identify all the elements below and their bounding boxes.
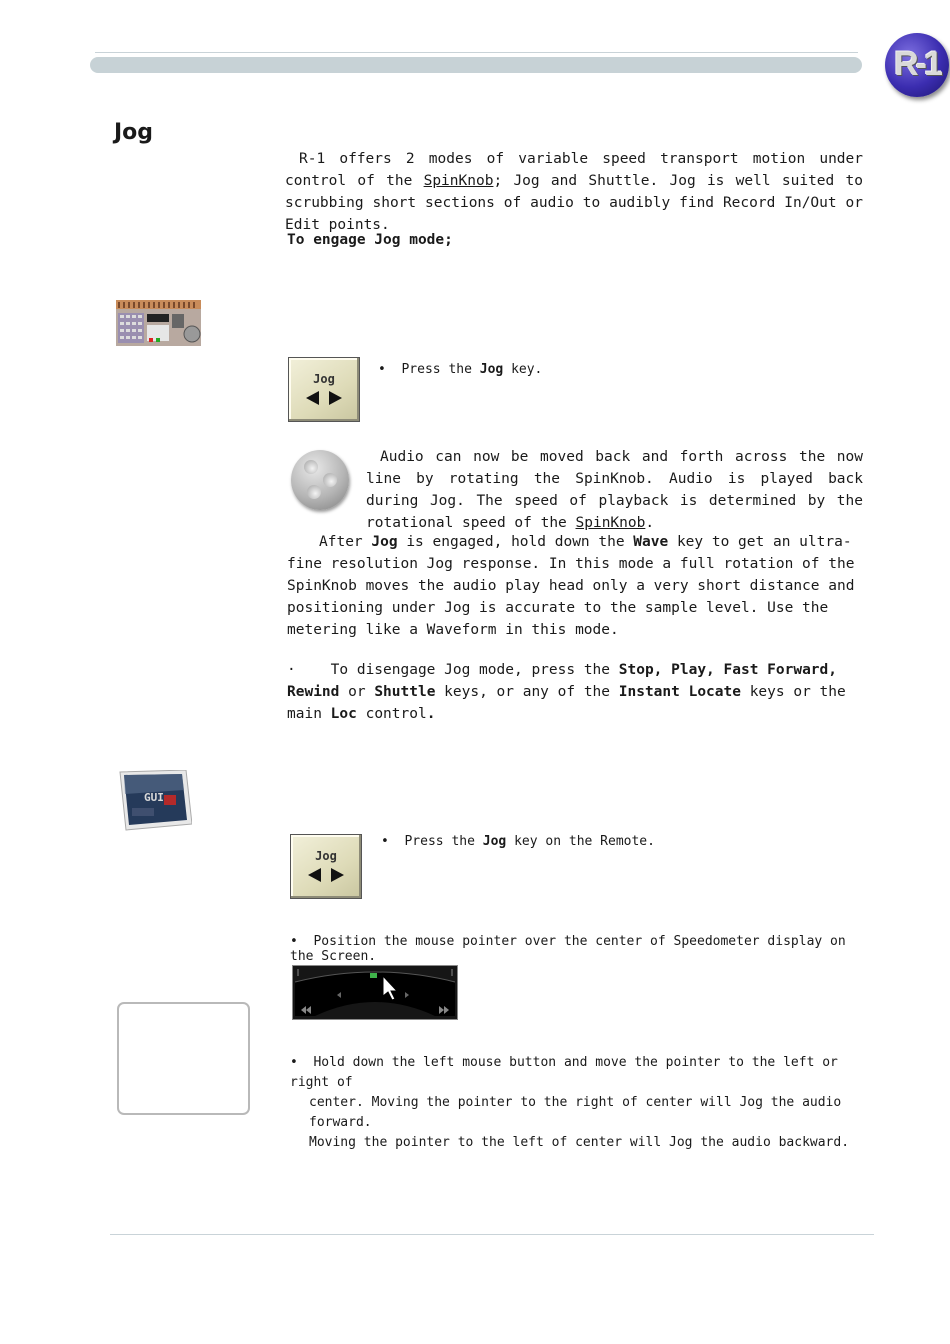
spinknob-paragraph (366, 446, 863, 534)
logo-text: R-1 (894, 45, 940, 83)
left-right-arrows-icon (306, 391, 342, 405)
intro-text-end: ; Jog and Shuttle. Jog is well suited to scrubbing short sections of audio to audibly find Record In/Out or Edit points. (285, 173, 863, 233)
loc-control: Loc (330, 706, 357, 722)
step1-text-end: key on the Remote. (506, 834, 655, 849)
jog-key[interactable] (288, 357, 360, 422)
wave-text-2: is engaged, hold down the (397, 534, 634, 550)
step-text-end: key. (503, 362, 543, 377)
r1-logo (885, 33, 949, 97)
bullet-4: • (290, 1055, 298, 1070)
jog-key-label-2: Jog (315, 849, 337, 863)
bullet: • (378, 362, 402, 377)
header-bar (90, 57, 862, 73)
step2-text: Position the mouse pointer over the center of Speedometer display on the Screen. (290, 934, 846, 964)
disengage-text-5: control (356, 706, 427, 722)
gui-monitor-icon (118, 770, 192, 834)
step-key: Jog (479, 362, 504, 377)
wave-paragraph (287, 531, 863, 641)
step3-line-3: Moving the pointer to the left of center will Jog the audio backward. (309, 1135, 850, 1150)
step3-line-1 (290, 1053, 850, 1093)
disengage-text-3: keys, or any of the (435, 684, 619, 700)
dot-bullet: · (287, 662, 296, 678)
step-text: Press the (401, 362, 480, 377)
intro-text: R-1 offers 2 modes of variable speed transport motion under control of the (285, 151, 863, 189)
knob-text: Audio can now be moved back and forth across the now line by rotating the SpinKnob. Audio is played back during Jog. The speed of playback is determined by the rotational speed of the (366, 449, 863, 531)
top-rule (95, 52, 858, 53)
step-drag-pointer (290, 1053, 850, 1153)
speedometer-display[interactable] (292, 965, 458, 1020)
wave-key-jog: Jog (371, 534, 398, 550)
step3-line-2: center. Moving the pointer to the right of center will Jog the audio forward. (309, 1095, 842, 1130)
empty-note-box (117, 1002, 250, 1115)
knob-text-end: . (645, 515, 655, 531)
step-press-jog (378, 362, 542, 377)
shuttle-key: Shuttle (374, 684, 436, 700)
subheading: To engage Jog mode; (287, 232, 453, 248)
disengage-paragraph (287, 659, 863, 725)
hardware-unit-icon (116, 300, 201, 346)
wave-text-1: After (319, 534, 372, 550)
disengage-text-4: keys or the main (287, 684, 846, 722)
disengage-end: . (426, 706, 436, 722)
spinknob-link-2: SpinKnob (575, 515, 646, 531)
wave-text-3: key to get an ultra-fine resolution Jog response. In this mode a full rotation of the SpinKnob moves the audio play head only a very short distance and positioning under Jog is accurate to the sample level. Use the metering like a Waveform in this mode. (287, 534, 855, 638)
section-title: Jog (114, 120, 154, 145)
step1-key: Jog (482, 834, 507, 849)
transport-keys: Stop, Play, Fast Forward, Rewind (287, 662, 837, 700)
step1-text: Press the (404, 834, 483, 849)
instant-locate-keys: Instant Locate (618, 684, 741, 700)
intro-paragraph (285, 148, 863, 236)
jog-key-label: Jog (313, 372, 335, 386)
bullet-3: • (290, 934, 298, 949)
bullet-2: • (381, 834, 405, 849)
bottom-rule (110, 1234, 874, 1235)
remote-jog-key[interactable] (290, 834, 362, 899)
step-position-pointer (290, 934, 870, 964)
step3-text-1: Hold down the left mouse button and move the pointer to the left or right of (290, 1055, 838, 1090)
spinknob-link: SpinKnob (423, 173, 494, 189)
disengage-text-2: or (339, 684, 375, 700)
gui-icon-text: GUI (144, 791, 164, 804)
step-press-remote-jog (381, 834, 655, 849)
left-right-arrows-icon-2 (308, 868, 344, 882)
spinknob-icon (291, 450, 349, 510)
wave-key-wave: Wave (633, 534, 669, 550)
disengage-text-1: To disengage Jog mode, press the (330, 662, 619, 678)
